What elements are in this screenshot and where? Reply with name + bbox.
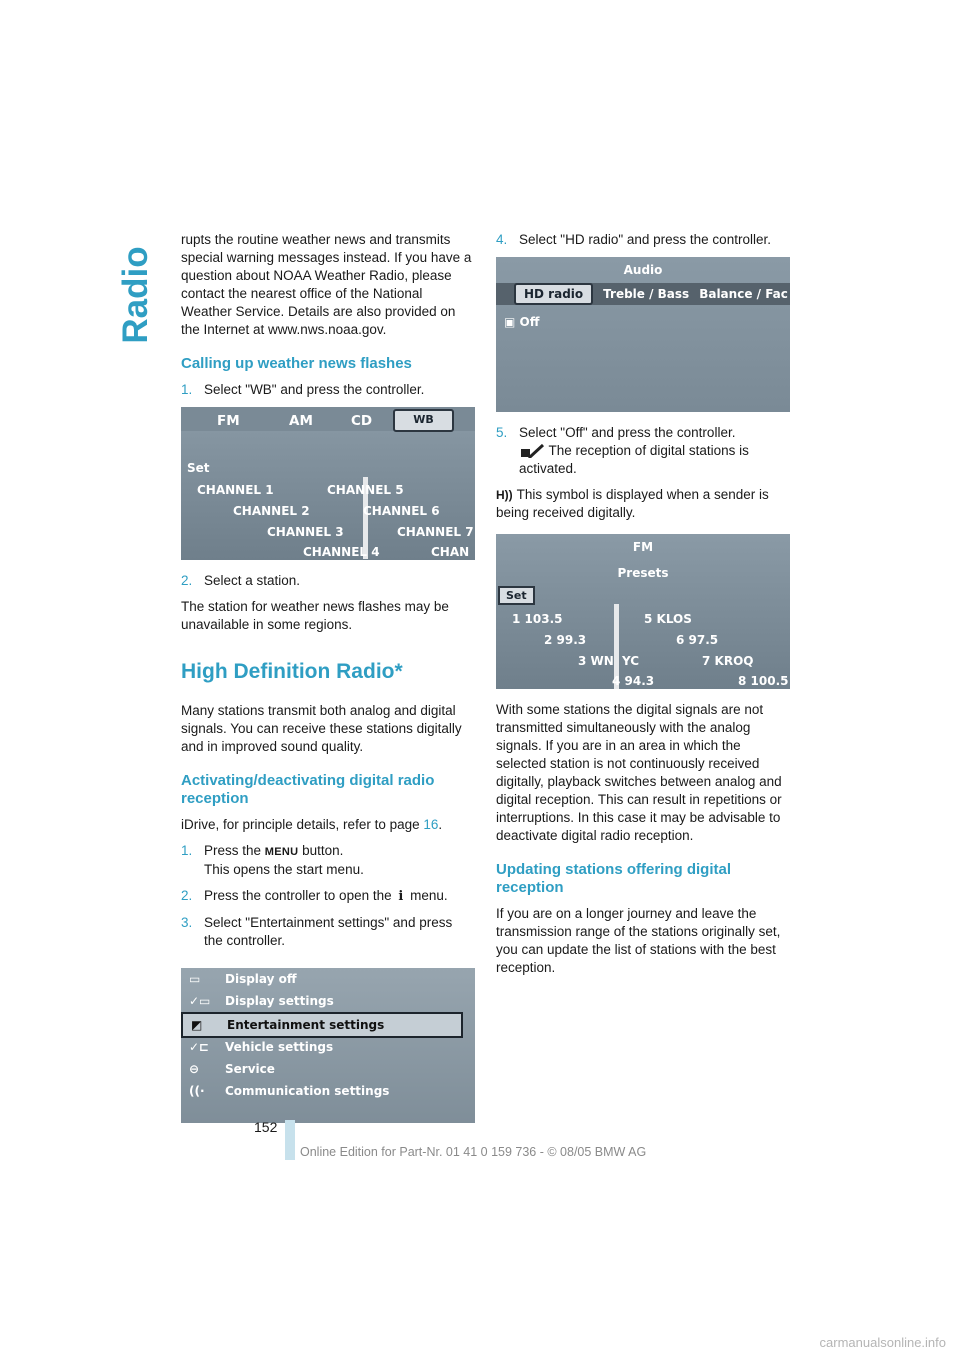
channel-1: CHANNEL 1: [197, 483, 274, 497]
channel-8-partial: CHAN: [431, 545, 470, 559]
idrive-ref: iDrive, for principle details, refer to page 16.: [181, 817, 443, 832]
station-1: 1 103.5: [512, 612, 563, 626]
step-1-menu: 1. Press the MENU button. This opens the start menu.: [181, 843, 364, 877]
step-2-station: 2. Select a station.: [181, 573, 301, 588]
watermark: carmanualsonline.info: [819, 1335, 946, 1350]
station-4: 4 94.3: [612, 674, 655, 688]
menu-screen-image: [181, 968, 475, 1123]
checkmark-icon: [519, 444, 545, 458]
page-number: 152: [254, 1119, 278, 1135]
vehicle-icon: ✓⊏: [189, 1040, 210, 1054]
station-6: 6 97.5: [676, 633, 719, 647]
step-3-entertainment: 3. Select "Entertainment settings" and press the controller.: [181, 915, 453, 948]
tab-am: AM: [289, 413, 313, 429]
heading-activate-digital: Activating/deactivating digital radio reception: [181, 772, 435, 807]
menu-row-entertainment-selected: ◩ Entertainment settings: [181, 1012, 463, 1038]
heading-hd-radio: High Definition Radio*: [181, 660, 403, 683]
heading-update-stations: Updating stations offering digital reception: [496, 861, 731, 896]
menu-row-service: ⊖ Service: [189, 1062, 275, 1076]
set-label: Set: [187, 461, 210, 475]
heading-weather-flashes: Calling up weather news flashes: [181, 355, 412, 372]
channel-2: CHANNEL 2: [233, 504, 310, 518]
station-2: 2 99.3: [544, 633, 587, 647]
step-5-off: 5. Select "Off" and press the controller. The reception of digital stations is activated.: [496, 425, 749, 476]
hd-intro: Many stations transmit both analog and digital signals. You can receive these stations digitally and in improved sound quality.: [181, 703, 462, 754]
footer-accent-bar: [285, 1120, 295, 1160]
station-3: 3 WN: [578, 654, 614, 668]
menu-key-icon: MENU: [264, 846, 299, 858]
communication-icon: ((·: [189, 1084, 205, 1098]
hd-screen-image: [496, 257, 790, 412]
step-2-info-menu: 2. Press the controller to open the i menu.: [181, 888, 448, 904]
fm-title: FM: [632, 540, 654, 554]
audio-tab-bar: [496, 283, 790, 305]
menu-row-communication: ((· Communication settings: [189, 1084, 390, 1098]
footer-edition: Online Edition for Part-Nr. 01 41 0 159 736 - © 08/05 BMW AG: [300, 1145, 647, 1159]
display-settings-icon: ✓▭: [189, 994, 211, 1008]
hd-signal-icon: H)): [496, 488, 513, 502]
channel-6: CHANNEL 6: [363, 504, 440, 518]
menu-row-display-settings: ✓▭ Display settings: [189, 994, 334, 1008]
tab-cd: CD: [351, 413, 373, 429]
wb-screen-image: [181, 407, 475, 560]
intro-paragraph: rupts the routine weather news and transmits special warning messages instead. If you have a question about NOAA Weather Radio, please contact the nearest office of the National Weather Service. Details are also provided on the Internet at www.nws.noaa.gov.: [181, 232, 472, 337]
option-off: ▣ Off: [504, 315, 540, 329]
hd-symbol-note: H)) This symbol is displayed when a sender is being received digitally.: [496, 487, 769, 520]
entertainment-icon: ◩: [191, 1018, 203, 1032]
tab-fm: FM: [217, 413, 240, 429]
weather-note: The station for weather news flashes may be unavailable in some regions.: [181, 599, 449, 632]
tab-treble-bass: Treble / Bass: [603, 287, 690, 301]
tab-hd-radio-selected: HD radio: [514, 283, 593, 305]
service-car-icon: ⊖: [189, 1062, 200, 1076]
tab-balance-fader: Balance / Fac: [699, 287, 788, 301]
channel-5: CHANNEL 5: [327, 483, 404, 497]
channel-3: CHANNEL 3: [267, 525, 344, 539]
display-off-icon: ▭: [189, 972, 201, 986]
step-1-wb: 1. Select "WB" and press the controller.: [181, 382, 425, 397]
channel-7: CHANNEL 7: [397, 525, 474, 539]
tab-wb-selected: WB: [393, 409, 454, 432]
station-5: 5 KLOS: [644, 612, 692, 626]
right-column: [496, 231, 792, 985]
update-paragraph: If you are on a longer journey and leave the transmission range of the stations originally set, you can update the list of stations with the best reception.: [496, 906, 781, 975]
chapter-title: Radio: [116, 246, 155, 344]
step-4-hd-radio: 4. Select "HD radio" and press the controller.: [496, 232, 771, 247]
station-8: 8 100.5: [738, 674, 789, 688]
set-button-label: Set: [498, 586, 535, 605]
station-3-suffix: YC: [622, 654, 640, 668]
fm-screen-image: [496, 534, 790, 689]
page-link[interactable]: 16: [423, 817, 439, 832]
digital-paragraph: With some stations the digital signals are not transmitted simultaneously with the analog signals. If you are in an area in which the selected station is not continuously received digitally, playback switches between analog and digital reception. This can result in repetitions or interruptions. In this case it may be advisable to deactivate digital radio reception.: [496, 702, 782, 843]
menu-row-vehicle-settings: ✓⊏ Vehicle settings: [189, 1040, 334, 1054]
left-column: [181, 231, 473, 1135]
presets-title: Presets: [617, 566, 669, 580]
station-7: 7 KROQ: [702, 654, 754, 668]
channel-4: CHANNEL 4: [303, 545, 380, 559]
audio-title: Audio: [623, 263, 663, 277]
info-icon: i: [398, 889, 404, 904]
menu-row-display-off: ▭ Display off: [189, 972, 297, 986]
